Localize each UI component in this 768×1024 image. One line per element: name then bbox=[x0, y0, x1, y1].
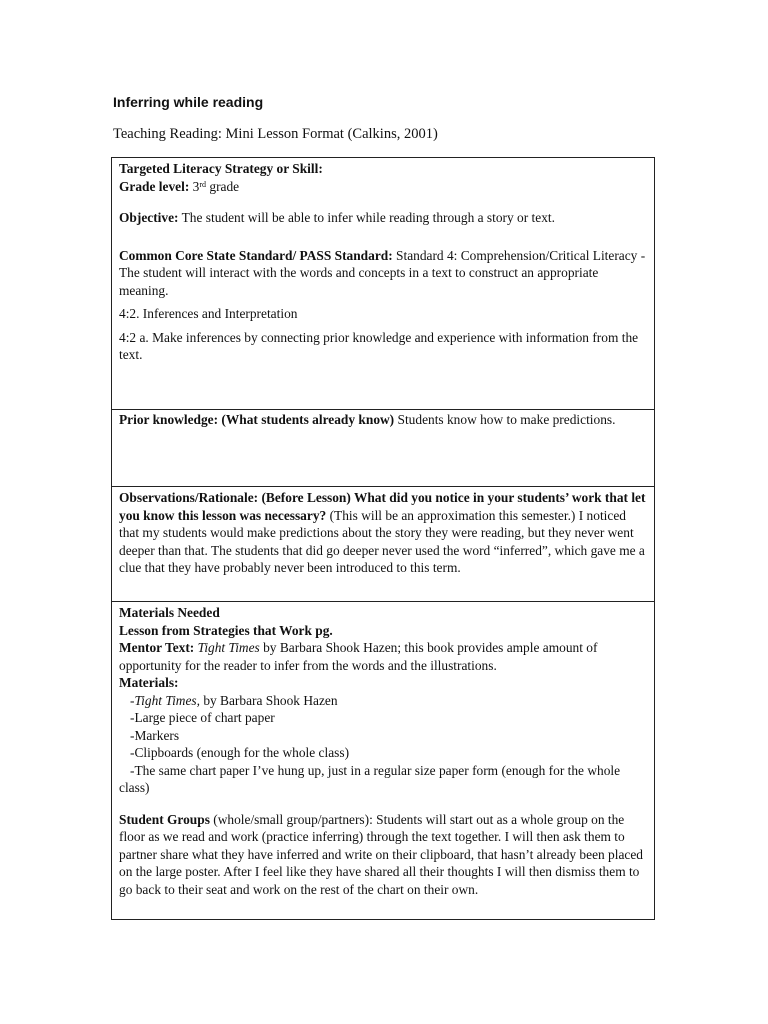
grade-number: 3 bbox=[192, 178, 200, 194]
grade-suffix: rd bbox=[199, 179, 207, 189]
materials-label: Materials: bbox=[119, 675, 179, 690]
mentor-text-title: Tight Times bbox=[197, 640, 260, 655]
standard-sub1: 4:2. Inferences and Interpretation bbox=[119, 306, 298, 321]
materials-needed-label: Materials Needed bbox=[119, 605, 220, 620]
grade-word: grade bbox=[209, 178, 240, 194]
objective-label: Objective: bbox=[119, 210, 179, 225]
observations-cell bbox=[112, 486, 654, 601]
materials-item: -Clipboards (enough for the whole class) bbox=[130, 745, 350, 760]
observations-label: Observations/Rationale: (Before Lesson) What did you notice in your students’ work that let you know this lesson was necessary? bbox=[119, 490, 646, 523]
mentor-text-description: by Barbara Shook Hazen; this book provides ample amount of opportunity for the reader to infer from the words and the illustrations. bbox=[119, 640, 598, 673]
student-groups-text: (whole/small group/partners): Students will start out as a whole group on the floor as we read and work (practice inferring) through the text together. I will then ask them to partner share what they have inferred and write on their clipboard, that hasn’t already been placed on the large poster. After I feel like they have shared all their thoughts I will then dismiss them to go back to their seat and work on the rest of the chart on their own. bbox=[119, 811, 643, 897]
strategy-cell bbox=[112, 158, 654, 409]
materials-item: -Markers bbox=[130, 727, 180, 743]
standard-sub2: 4:2 a. Make inferences by connecting prior knowledge and experience with information from the text. bbox=[119, 329, 639, 362]
prior-knowledge-label: Prior knowledge: (What students already know) bbox=[119, 412, 395, 427]
materials-cell bbox=[112, 601, 654, 919]
standard-label: Common Core State Standard/ PASS Standard: bbox=[119, 247, 393, 263]
lesson-plan-table bbox=[111, 157, 655, 920]
lesson-from-label: Lesson from Strategies that Work pg. bbox=[119, 622, 333, 638]
strategy-label: Targeted Literacy Strategy or Skill: bbox=[119, 161, 323, 176]
document-subtitle: Teaching Reading: Mini Lesson Format (Calkins, 2001) bbox=[113, 126, 438, 142]
prior-knowledge-text: Students know how to make predictions. bbox=[397, 412, 616, 427]
grade-label: Grade level: bbox=[119, 178, 190, 194]
mentor-text-label: Mentor Text: bbox=[119, 640, 195, 655]
student-groups-label: Student Groups bbox=[119, 811, 210, 827]
objective-text: The student will be able to infer while reading through a story or text. bbox=[181, 210, 555, 225]
prior-knowledge-cell bbox=[112, 409, 654, 486]
materials-item: -The same chart paper I’ve hung up, just in a regular size paper form (enough for the whole class) bbox=[119, 762, 621, 795]
materials-item: -Large piece of chart paper bbox=[130, 710, 275, 725]
materials-item-title: Tight Times, bbox=[134, 692, 200, 708]
materials-item: -Tight Times, by Barbara Shook Hazen bbox=[130, 692, 338, 708]
standard-text: Standard 4: Comprehension/Critical Literacy - The student will interact with the words and concepts in a text to construct an appropriate meaning. bbox=[119, 247, 646, 298]
document-title: Inferring while reading bbox=[113, 94, 264, 110]
observations-text: (This will be an approximation this semester.) I noticed that my students would make predictions about the story they were reading, but they never went deeper than that. The students that did go deeper never used the word “inferred”, which gave me a clue that they have probably never been introduced to this term. bbox=[119, 507, 645, 575]
